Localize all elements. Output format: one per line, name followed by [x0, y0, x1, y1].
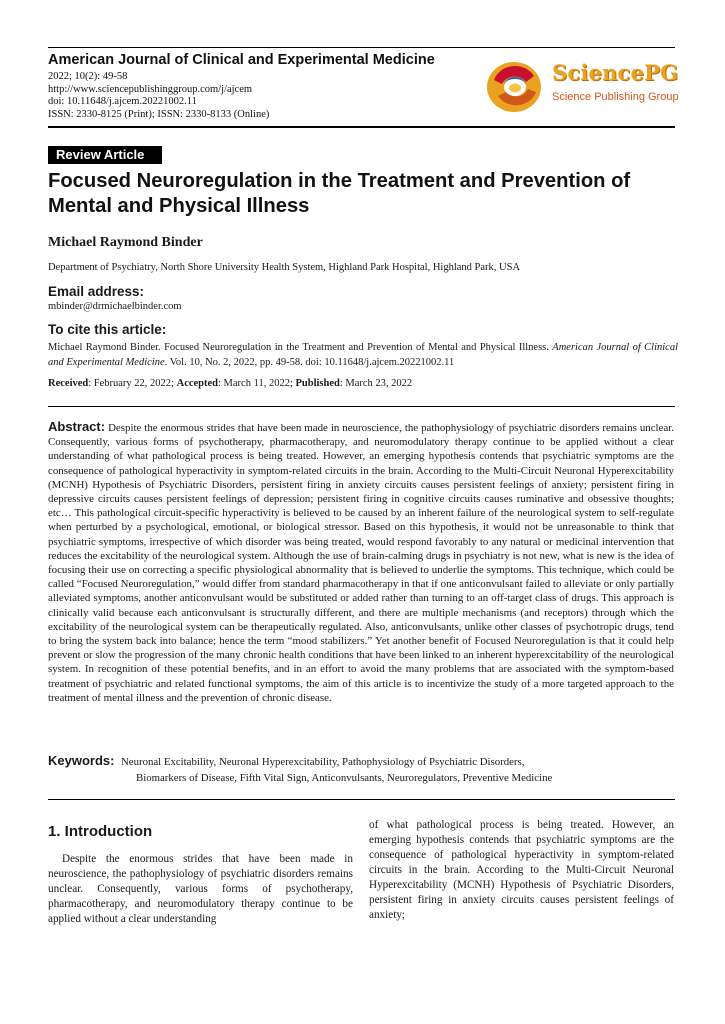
publication-dates: [48, 378, 412, 389]
abstract-label: Abstract:: [48, 419, 106, 434]
sciencepg-logo: [486, 58, 679, 114]
logo-subtitle: Science Publishing Group: [552, 91, 679, 103]
journal-name: American Journal of Clinical and Experimental Medicine: [48, 52, 435, 68]
keywords-line-2: Biomarkers of Disease, Fifth Vital Sign, Anticonvulsants, Neuroregulators, Preventive Medicine: [136, 772, 553, 784]
top-rule: [48, 47, 675, 48]
received-date: : February 22, 2022;: [88, 378, 177, 389]
published-date: : March 23, 2022: [339, 378, 413, 389]
introduction-heading: 1. Introduction: [48, 823, 153, 840]
volume-pages: 2022; 10(2): 49-58: [48, 71, 128, 82]
citation-details: . Vol. 10, No. 2, 2022, pp. 49-58. doi: 10.11648/j.ajcem.20221002.11: [164, 357, 455, 368]
cite-heading: To cite this article:: [48, 322, 167, 337]
citation-journal: American Journal of Clinical and Experimental Medicine: [48, 342, 678, 368]
sciencepg-logo-icon: [486, 58, 544, 114]
journal-doi: doi: 10.11648/j.ajcem.20221002.11: [48, 96, 197, 108]
author-affiliation: Department of Psychiatry, North Shore University Health System, Highland Park Hospital, Highland Park, USA: [48, 262, 521, 273]
introduction-left-column: Despite the enormous strides that have been made in neuroscience, the pathophysiology of psychiatric disorders remains unclear. Consequently, various forms of psychotherapy, pharmacotherapy, and neuromodulatory therapy continue to be applied without a clear understanding: [48, 853, 353, 925]
article-title: Focused Neuroregulation in the Treatment and Prevention of Mental and Physical Illness: [48, 170, 631, 217]
section-rule: [48, 799, 675, 800]
published-label: Published: [295, 378, 340, 389]
header-rule: [48, 126, 675, 128]
keywords-line-1: Neuronal Excitability, Neuronal Hyperexcitability, Pathophysiology of Psychiatric Disorders,: [121, 756, 525, 768]
accepted-date: : March 11, 2022;: [218, 378, 296, 389]
citation-text: [48, 340, 678, 370]
logo-name: SciencePG: [552, 60, 679, 85]
divider-rule: [48, 406, 675, 407]
introduction-right-column: of what pathological process is being treated. However, an emerging hypothesis contends that psychiatric symptoms are the consequence of pathological hyperactivity in symptom-related circuits in the brain. According to the Multi-Circuit Neuronal Hyperexcitability (MCNH) Hypothesis of Psychiatric Disorders, persistent firing in anxiety circuits causes persistent feelings of anxiety;: [369, 819, 674, 921]
abstract-text: Despite the enormous strides that have been made in neuroscience, the pathophysiology of psychiatric disorders remains unclear. Consequently, various forms of psychotherapy, pharmacotherapy, and neuromodulatory therapy continue to be applied without a clear understanding of what pathological process is being treated. However, an emerging hypothesis contends that psychiatric symptoms are the consequence of pathological hyperactivity in symptom-related circuits in the brain. According to the Multi-Circuit Neuronal Hyperexcitability (MCNH) Hypothesis of Psychiatric Disorders, persistent firing in anxiety circuits causes persistent feelings of anxiety; persistent firing in depressive circuits causes persistent feelings of depression; persistent firing in cognitive circuits causes ruminative and obsessive thoughts; etc… This pathological circuit-specific hyperactivity is believed to be caused by an inherent failure of the neurological system to self-regulate when perturbed by a psychological, emotional, or biological stressor. Based on this hypothesis, it would not be unreasonable to think that psychiatric symptoms, irrespective of which disorder was being treated, would respond favorably to any natural or medicinal intervention that reduces the excitability of the neurological system. Although the use of brain-calming drugs in psychiatry is not new, what is new is the idea of focusing their use on correcting a specific physiological abnormality that is believed to underlie the symptoms. This technique, which could be called “Focused Neuroregulation,” would differ from standard pharmacotherapy in that if one anticonvulsant failed to alleviate or only partially alleviated symptoms, another anticonvulsant would be substituted or added rather than turning to an off-target class of drugs. This approach is clinically valid because each anticonvulsant is structurally different, and there are multiple mechanisms (and receptors) through which the excitability of the neurological system can be therapeutically regulated. Also, anticonvulsants, unlike other classes of psychotropic drugs, tend to bring the system back into balance; hence the term “mood stabilizers.” Yet another benefit of Focused Neuroregulation is that it could help prevent or slow the progression of the many chronic health conditions that have been linked to an inherent hyperexcitability of the neurological system. In recognition of these potential benefits, and in an effort to avoid the many problems that are associated with the symptom-based treatment of psychiatric and related functional symptoms, the aim of this article is to incentivize the study of a more targeted approach to the treatment of mental illness and the prevention of chronic disease.: [48, 422, 674, 704]
accepted-label: Accepted: [176, 378, 219, 389]
email-address[interactable]: mbinder@drmichaelbinder.com: [48, 301, 182, 312]
author-name: Michael Raymond Binder: [48, 235, 203, 250]
citation-authors-title: Michael Raymond Binder. Focused Neuroregulation in the Treatment and Prevention of Mental and Physical Illness.: [48, 342, 553, 353]
article-type-badge: Review Article: [48, 146, 162, 164]
journal-meta: [48, 71, 269, 121]
journal-url[interactable]: http://www.sciencepublishinggroup.com/j/ajcem: [48, 83, 253, 95]
journal-issn: ISSN: 2330-8125 (Print); ISSN: 2330-8133 (Online): [48, 108, 270, 120]
email-heading: Email address:: [48, 284, 145, 299]
keywords-label: Keywords:: [48, 753, 115, 768]
received-label: Received: [48, 378, 89, 389]
abstract: [48, 420, 674, 705]
